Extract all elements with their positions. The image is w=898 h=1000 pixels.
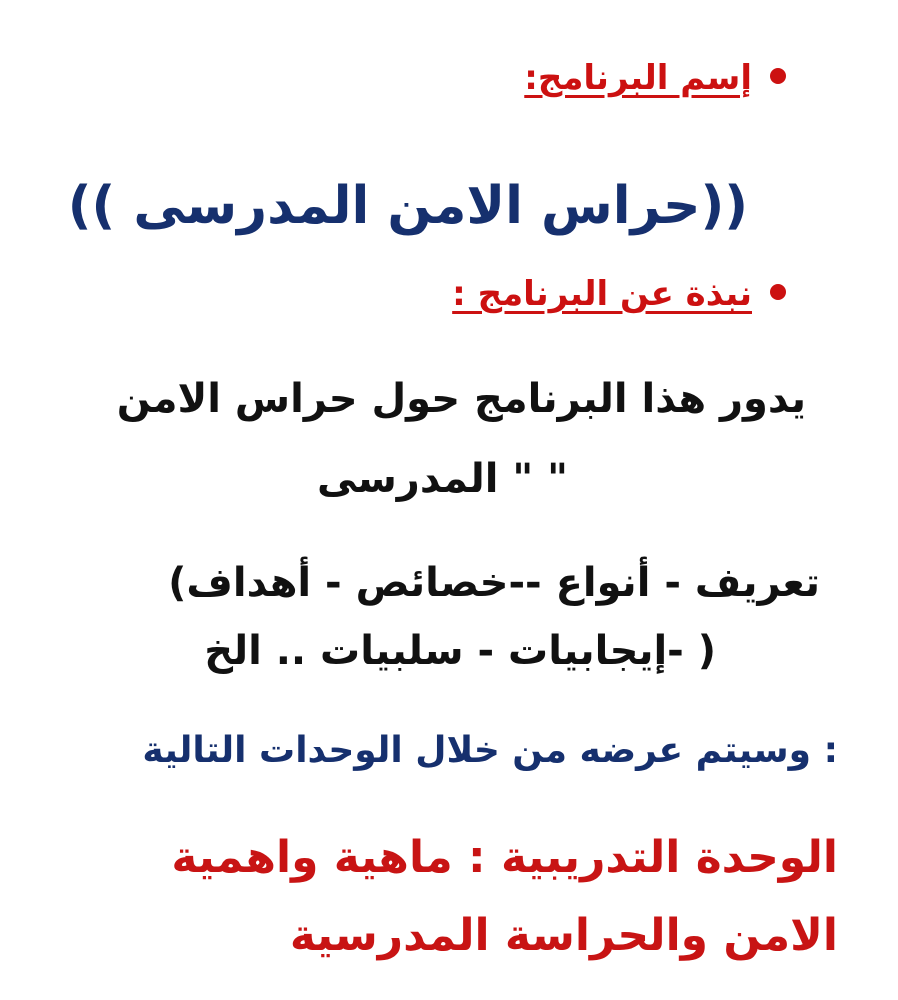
program-about-heading	[452, 274, 786, 314]
bullet-icon	[770, 284, 786, 300]
program-about-heading-text: نبذة عن البرنامج :	[452, 274, 752, 314]
unit-title-line-1: الوحدة التدريبية : ماهية واهمية	[171, 832, 838, 883]
topics-line-2: ( -إيجابيات - سلبيات .. الخ	[204, 628, 716, 674]
program-title: ((حراس الامن المدرسى ))	[67, 176, 748, 236]
unit-title-line-2: الامن والحراسة المدرسية	[289, 910, 838, 961]
bullet-icon	[770, 68, 786, 84]
program-name-heading	[524, 58, 786, 98]
about-text-line-1: يدور هذا البرنامج حول حراس الامن	[116, 376, 806, 422]
about-text-line-2: " " المدرسى	[316, 456, 568, 502]
program-name-heading-text: إسم البرنامج:	[524, 58, 752, 98]
topics-line-1: تعريف - أنواع --خصائص - أهداف)	[168, 560, 820, 606]
units-intro: : وسيتم عرضه من خلال الوحدات التالية	[142, 730, 838, 771]
